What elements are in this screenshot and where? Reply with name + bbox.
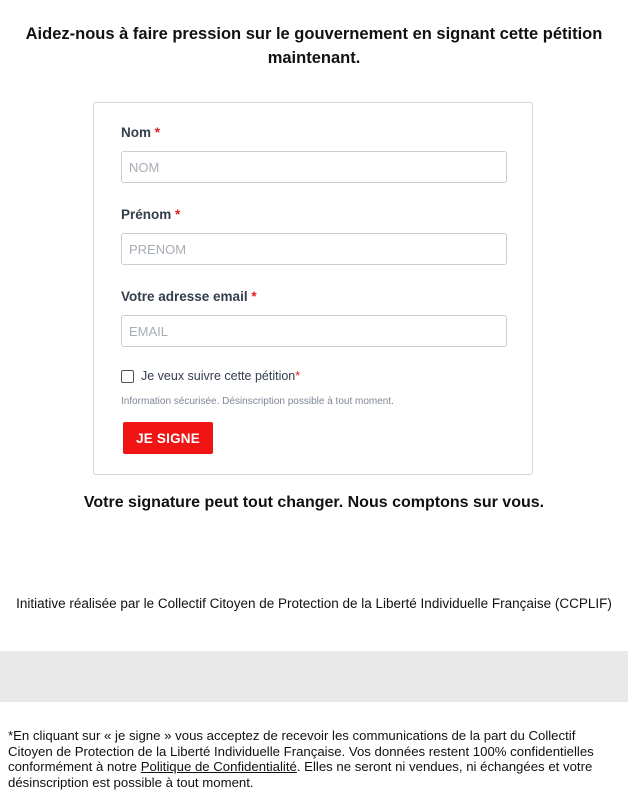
disclaimer-text-before: *En cliquant sur « je signe » vous acceptez de recevoir les communications de la part du Collectif Citoyen de Protection de la Liberté Individuelle Française. Vos données restent 100% confidentielles conformément à notre: [8, 728, 594, 775]
email-input[interactable]: [121, 315, 507, 347]
petition-form: [93, 102, 533, 475]
nom-label-text: Nom: [121, 125, 151, 140]
disclaimer-text: [8, 728, 622, 790]
disclaimer-text-after: . Elles ne seront ni vendues, ni échangées et votre désinscription est possible à tout moment.: [8, 759, 593, 790]
email-label-text: Votre adresse email: [121, 289, 248, 304]
required-mark: *: [175, 207, 181, 222]
nom-input[interactable]: [121, 151, 507, 183]
page-headline: Aidez-nous à faire pression sur le gouvernement en signant cette pétition maintenant.: [25, 25, 603, 67]
follow-petition-row: [121, 369, 300, 383]
tagline: Votre signature peut tout changer. Nous comptons sur vous.: [83, 494, 545, 511]
grey-band: [0, 651, 628, 702]
privacy-policy-link[interactable]: Politique de Confidentialité: [140, 759, 297, 775]
required-mark: *: [154, 125, 161, 140]
email-label: [121, 289, 257, 304]
follow-petition-label[interactable]: Je veux suivre cette pétition: [141, 369, 296, 383]
prenom-label-text: Prénom: [121, 207, 172, 222]
sign-button[interactable]: JE SIGNE: [123, 422, 213, 454]
initiative-text: Initiative réalisée par le Collectif Citoyen de Protection de la Liberté Individuelle Française (CCPLIF): [16, 596, 612, 611]
required-mark: *: [295, 369, 301, 383]
security-info-text: Information sécurisée. Désinscription possible à tout moment.: [121, 396, 394, 407]
required-mark: *: [251, 289, 257, 304]
nom-label: [121, 125, 160, 140]
prenom-input[interactable]: [121, 233, 507, 265]
prenom-label: [121, 207, 180, 222]
follow-petition-checkbox[interactable]: [121, 370, 134, 383]
